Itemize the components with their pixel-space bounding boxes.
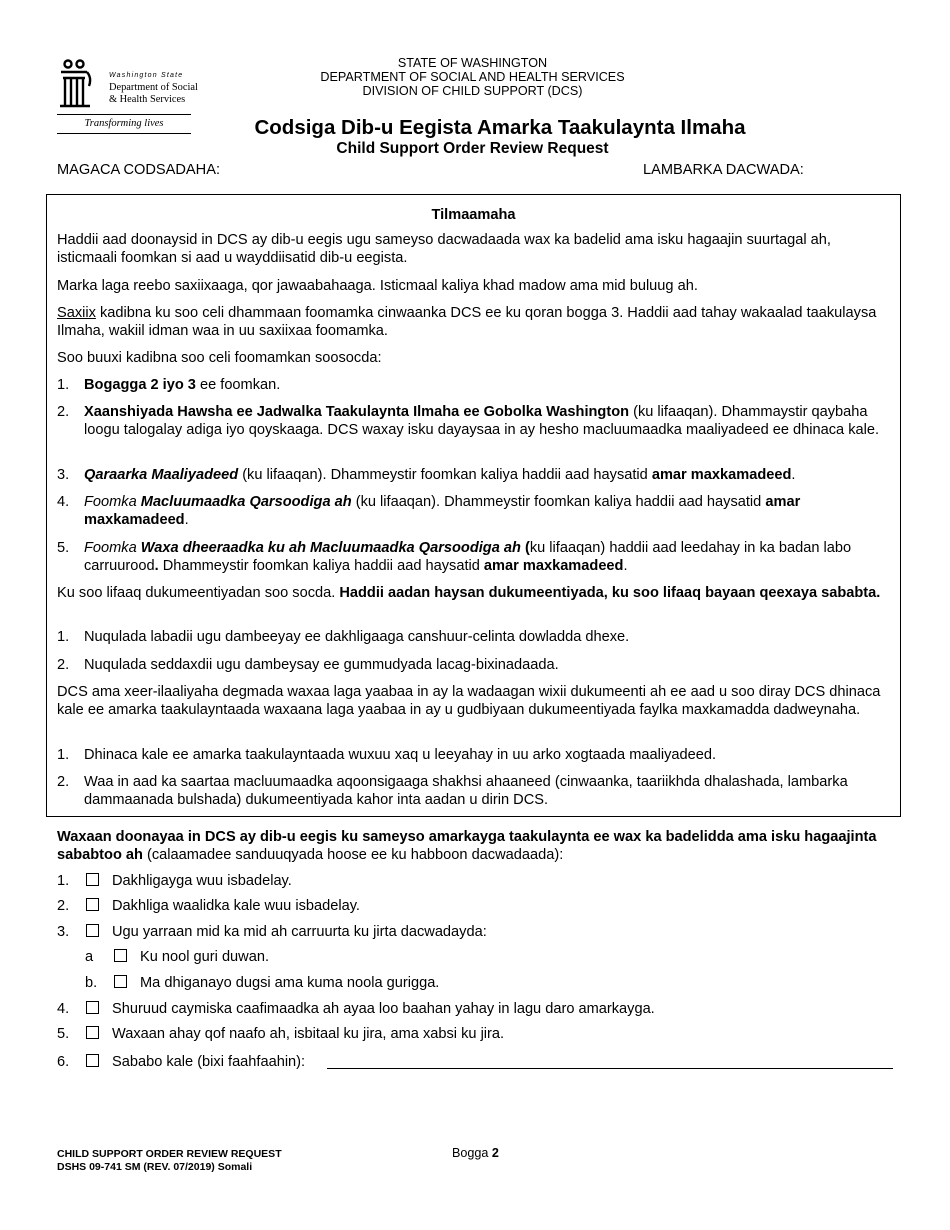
reason-subletter: a: [85, 949, 94, 965]
instructions-paragraph-2: Marka laga reebo saxiixaaga, qor jawaabahaaga. Isticmaal kaliya khad madow ama mid buluug ah.: [57, 278, 698, 294]
reason-number: 4.: [57, 1001, 70, 1017]
footer-page-number: 2: [491, 1146, 499, 1160]
agency-line-department: DEPARTMENT OF SOCIAL AND HEALTH SERVICES: [320, 70, 625, 84]
instructions-paragraph-5-plain: Ku soo lifaaq dukumeentiyadan soo socda.: [57, 585, 340, 601]
sharing-list-item-2: Waa in aad ka saartaa macluumaadka aqoonsigaaga shakhsi ahaaneed (cinwaanka, taariikhda dhalashada, lambarka dammaanada bulshada) dukumeentiyada kahor inta aadan u dirin DCS.: [84, 774, 848, 809]
form-list-item-4-bolditalic: Macluumaadka Qarsoodiga ah: [140, 494, 352, 510]
form-list-item-2: [84, 403, 889, 439]
reason-label-health-insurance: Shuruud caymiska caafimaadka ah ayaa loo baahan yahay in lagu daro amarkayga.: [112, 1001, 655, 1017]
reason-number: 5.: [57, 1026, 70, 1042]
form-list-item-3-bold-end: amar maxkamadeed: [651, 467, 792, 483]
reason-number: 3.: [57, 924, 70, 940]
reason-checkbox-disabled-hospital-jail[interactable]: [86, 1026, 99, 1039]
form-list-item-1-rest: ee foomkan.: [195, 377, 281, 393]
request-intro: [57, 828, 887, 864]
form-list-item-3-bolditalic: Qaraarka Maaliyadeed: [84, 467, 239, 483]
instructions-paragraph-6: DCS ama xeer-ilaaliyaha degmada waxaa laga yaabaa in ay la wadaagan wixii dukumeenti ah ee aad u soo diray DCS dhinaca kale ee amarka taakulayntaada waxaana laga yaabaa in ay u gudbiyaan dukumeentiyada faylka maxkamadda dadweynaha.: [57, 684, 881, 719]
form-list-item-3: [84, 466, 889, 484]
footer-page-indicator: [452, 1146, 499, 1162]
request-intro-bold: Waxaan doonayaa in DCS ay dib-u eegis ku sameyso amarkayga taakulaynta ee wax ka badelidda ama isku hagaajinta sababtoo ah: [57, 829, 877, 864]
logo-state-text: Washington State: [109, 72, 184, 79]
reason-checkbox-child-status[interactable]: [86, 924, 99, 937]
reason-checkbox-different-home[interactable]: [114, 949, 127, 962]
form-list-number: 5.: [57, 540, 70, 556]
reason-label-different-home: Ku nool guri duwan.: [140, 949, 269, 965]
form-list-item-4-bold-end: amar maxkamadeed: [84, 494, 801, 529]
reason-number: 2.: [57, 898, 70, 914]
logo-tagline: Transforming lives: [84, 118, 164, 129]
reason-subletter: b.: [85, 975, 98, 991]
reason-checkbox-income-changed[interactable]: [86, 873, 99, 886]
form-list-item-2-rest: (ku lifaaqan). Dhammaystir qaybaha loogu talogalay adiga iyo qoyskaaga. DCS waxay isku dayaysaa in ay hesho macluumaadka maaliyadeed ee dhinaca kale.: [84, 404, 880, 439]
instructions-paragraph-4: Soo buuxi kadibna soo celi foomamkan soosocda:: [57, 350, 382, 366]
reason-label-income-changed: Dakhligayga wuu isbadelay.: [112, 873, 292, 889]
footer-form-info: [57, 1148, 282, 1174]
form-list-number: 3.: [57, 467, 70, 483]
reason-checkbox-not-in-school[interactable]: [114, 975, 127, 988]
form-list-item-5-italic: Foomka: [84, 540, 141, 556]
logo-dept-line1: Department of Social: [109, 82, 198, 93]
form-subtitle: Child Support Order Review Request: [336, 140, 609, 157]
reason-checkbox-health-insurance[interactable]: [86, 1001, 99, 1014]
case-number-label: LAMBARKA DACWADA:: [643, 162, 804, 178]
document-list-item-2: Nuqulada seddaxdii ugu dambeysay ee gummudyada lacag-bixinadaada.: [84, 657, 559, 673]
sign-word: Saxiix: [57, 305, 96, 321]
case-name-label: MAGACA CODSADAHA:: [57, 162, 220, 178]
reason-checkbox-other-parent-income[interactable]: [86, 898, 99, 911]
form-list-item-5-rest2: Dhammeystir foomkan kaliya haddii aad haysatid: [158, 558, 484, 575]
instructions-paragraph-3: [57, 304, 887, 340]
reason-label-disabled-hospital-jail: Waxaan ahay qof naafo ah, isbitaal ku jira, ama xabsi ku jira.: [112, 1026, 505, 1042]
form-list-item-3-end: .: [791, 467, 796, 483]
reason-label-not-in-school: Ma dhiganayo dugsi ama kuma noola gurigga.: [140, 975, 440, 991]
form-list-item-5: [84, 539, 889, 575]
sharing-list-number: 2.: [57, 774, 70, 790]
form-list-item-4-rest: (ku lifaaqan). Dhammeystir foomkan kaliya haddii aad haysatid: [351, 494, 766, 510]
form-list-item-5-rest: ku lifaaqan) haddii aad leedahay in ka badan labo carruurood: [84, 540, 852, 575]
form-list-item-4-end: .: [184, 512, 189, 529]
agency-header: [0, 56, 945, 98]
document-list-item-1: Nuqulada labadii ugu dambeeyay ee dakhligaaga canshuur-celinta dowladda dhexe.: [84, 629, 630, 645]
form-list-number: 1.: [57, 377, 70, 393]
footer-form-number: DSHS 09-741 SM (REV. 07/2019) Somali: [57, 1161, 253, 1173]
form-list-item-3-rest: (ku lifaaqan). Dhammeystir foomkan kaliya haddii aad haysatid: [238, 467, 652, 483]
footer-page-label: Bogga: [452, 1146, 492, 1160]
footer-form-title: CHILD SUPPORT ORDER REVIEW REQUEST: [57, 1148, 282, 1160]
reason-checkbox-other[interactable]: [86, 1054, 99, 1067]
instructions-paragraph-5-bold: Haddii aadan haysan dukumeentiyada, ku soo lifaaq bayaan qeexaya sababta.: [339, 585, 881, 601]
form-list-item-5-paren: (: [520, 540, 530, 556]
instructions-heading: Tilmaamaha: [431, 207, 516, 223]
form-list-item-5-bolditalic: Waxa dheeraadka ku ah Macluumaadka Qarsoodiga ah: [140, 540, 521, 556]
form-list-item-4-italic: Foomka: [84, 494, 141, 510]
form-list-item-5-dot: .: [154, 558, 159, 575]
form-list-item-2-bold: Xaanshiyada Hawsha ee Jadwalka Taakulaynta Ilmaha ee Gobolka Washington: [84, 404, 630, 420]
document-list-number: 1.: [57, 629, 70, 645]
form-title: Codsiga Dib-u Eegista Amarka Taakulaynta Ilmaha: [254, 116, 746, 139]
instructions-paragraph-5: [57, 584, 887, 602]
request-intro-rest: (calaamadee sanduuqyada hoose ee ku habboon dacwadaada):: [142, 847, 564, 864]
form-list-number: 2.: [57, 404, 70, 420]
reason-label-child-status: Ugu yarraan mid ka mid ah carruurta ku jirta dacwadayda:: [112, 924, 487, 940]
form-list-item-1-bold: Bogagga 2 iyo 3: [84, 377, 196, 393]
reason-label-other-parent-income: Dakhliga waalidka kale wuu isbadelay.: [112, 898, 360, 914]
form-list-item-1: [84, 376, 889, 394]
agency-line-state: STATE OF WASHINGTON: [397, 56, 548, 70]
instructions-paragraph-1: Haddii aad doonaysid in DCS ay dib-u eegis ugu sameyso dacwadaada wax ka badelid ama isku hagaajin suurtagal ah, isticmaali foomkan si aad u wayddiisatid dib-u eegista.: [57, 232, 831, 267]
logo-dept-line2: & Health Services: [109, 94, 186, 105]
instructions-paragraph-3-rest: kadibna ku soo celi dhammaan foomamka cinwaanka DCS ee ku qoran bogga 3. Haddii aad tahay wakaalad taakulaysa Ilmaha, wakiil idman waa in uu saxiixaa foomamka.: [57, 305, 877, 340]
form-list-item-5-end: .: [623, 558, 628, 575]
agency-line-division: DIVISION OF CHILD SUPPORT (DCS): [362, 84, 583, 98]
reason-number: 6.: [57, 1054, 70, 1070]
sharing-list-number: 1.: [57, 747, 70, 763]
form-list-item-5-bold-end: amar maxkamadeed: [483, 558, 624, 575]
reason-label-other: Sababo kale (bixi faahfaahin):: [112, 1054, 306, 1070]
other-reason-input-line[interactable]: [327, 1068, 893, 1069]
reason-number: 1.: [57, 873, 70, 889]
document-list-number: 2.: [57, 657, 70, 673]
form-list-item-4: [84, 493, 889, 529]
form-list-number: 4.: [57, 494, 70, 510]
sharing-list-item-1: Dhinaca kale ee amarka taakulayntaada wuxuu xaq u leeyahay in uu arko xogtaada maaliyadeed.: [84, 747, 716, 763]
